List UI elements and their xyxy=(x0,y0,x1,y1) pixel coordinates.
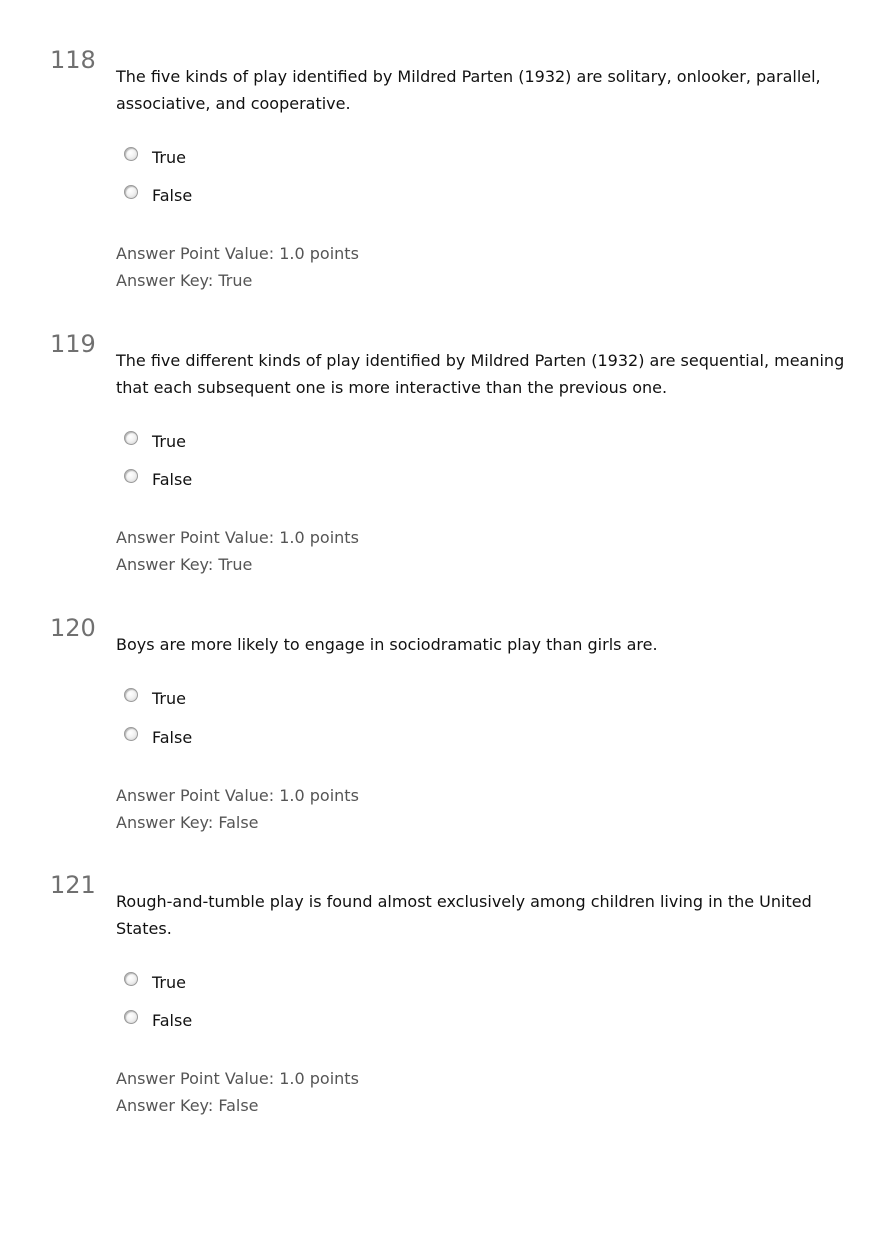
question-number: 118 xyxy=(50,46,96,74)
question-text: Boys are more likely to engage in sociodramatic play than girls are. xyxy=(116,635,658,654)
option-label[interactable]: True xyxy=(152,689,186,708)
question-text: The five kinds of play identified by Mildred Parten (1932) are solitary, onlooker, parallel, associative, and cooperative. xyxy=(116,67,821,113)
radio-button-icon[interactable] xyxy=(124,185,138,199)
answer-key: Answer Key: True xyxy=(116,271,253,290)
radio-button-icon[interactable] xyxy=(124,431,138,445)
radio-button-icon[interactable] xyxy=(124,469,138,483)
option-true[interactable] xyxy=(124,146,186,170)
question-number: 119 xyxy=(50,330,96,358)
answer-point-value: Answer Point Value: 1.0 points xyxy=(116,1069,359,1088)
question-number: 121 xyxy=(50,871,96,899)
option-false[interactable] xyxy=(124,184,192,208)
option-true[interactable] xyxy=(124,971,186,995)
question-text: Rough-and-tumble play is found almost exclusively among children living in the United States. xyxy=(116,892,812,938)
answer-point-value: Answer Point Value: 1.0 points xyxy=(116,528,359,547)
option-label[interactable]: True xyxy=(152,973,186,992)
radio-button-icon[interactable] xyxy=(124,727,138,741)
option-label[interactable]: False xyxy=(152,470,193,489)
radio-button-icon[interactable] xyxy=(124,688,138,702)
answer-point-value: Answer Point Value: 1.0 points xyxy=(116,786,359,805)
question-number: 120 xyxy=(50,614,96,642)
option-label[interactable]: False xyxy=(152,186,193,205)
option-label[interactable]: True xyxy=(152,148,186,167)
radio-button-icon[interactable] xyxy=(124,147,138,161)
answer-key: Answer Key: False xyxy=(116,1096,259,1115)
option-true[interactable] xyxy=(124,687,186,711)
question-text: The five different kinds of play identified by Mildred Parten (1932) are sequential, meaning that each subsequent one is more interactive than the previous one. xyxy=(116,351,845,397)
answer-point-value: Answer Point Value: 1.0 points xyxy=(116,244,359,263)
radio-button-icon[interactable] xyxy=(124,1010,138,1024)
answer-key: Answer Key: False xyxy=(116,813,259,832)
option-false[interactable] xyxy=(124,726,192,750)
option-true[interactable] xyxy=(124,430,186,454)
option-label[interactable]: True xyxy=(152,432,186,451)
option-label[interactable]: False xyxy=(152,728,193,747)
option-false[interactable] xyxy=(124,1009,192,1033)
radio-button-icon[interactable] xyxy=(124,972,138,986)
option-false[interactable] xyxy=(124,468,192,492)
option-label[interactable]: False xyxy=(152,1011,193,1030)
answer-key: Answer Key: True xyxy=(116,555,253,574)
